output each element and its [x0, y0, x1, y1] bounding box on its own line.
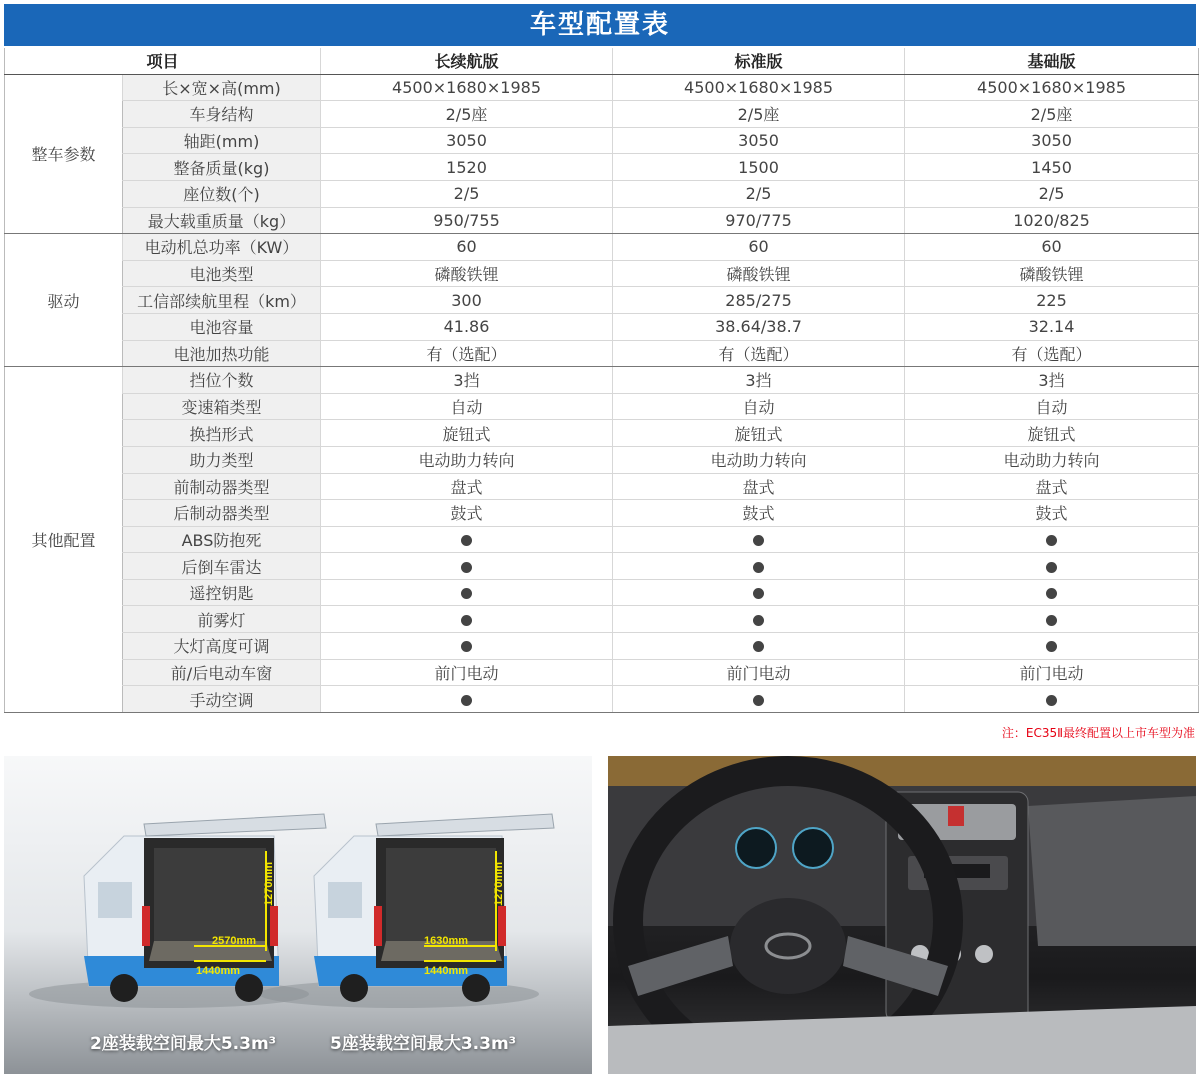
standard-feature-dot-icon	[1046, 535, 1057, 546]
spec-value-cell: 2/5	[905, 180, 1199, 207]
table-row	[5, 393, 1199, 420]
standard-feature-dot-icon	[461, 615, 472, 626]
spec-item-label: 遥控钥匙	[123, 579, 321, 606]
van1-height-label: 1270mm	[263, 861, 275, 906]
table-row	[5, 127, 1199, 154]
interior-photo	[608, 756, 1196, 1074]
spec-item-label: 挡位个数	[123, 367, 321, 394]
spec-value-cell: 旋钮式	[321, 420, 613, 447]
spec-table	[4, 48, 1199, 713]
spec-value-cell: 38.64/38.7	[613, 313, 905, 340]
cargo-van-illustration	[4, 756, 592, 1074]
standard-feature-dot-icon	[1046, 615, 1057, 626]
standard-feature-dot-icon	[1046, 562, 1057, 573]
spec-value-cell: 285/275	[613, 287, 905, 314]
spec-value-cell	[321, 579, 613, 606]
spec-value-cell	[905, 553, 1199, 580]
header-long-range: 长续航版	[321, 48, 613, 74]
spec-value-cell	[321, 686, 613, 713]
hazard-icon	[948, 806, 964, 826]
spec-value-cell	[905, 579, 1199, 606]
table-row	[5, 420, 1199, 447]
spec-item-label: 大灯高度可调	[123, 633, 321, 660]
table-row	[5, 340, 1199, 367]
spec-value-cell: 磷酸铁锂	[905, 260, 1199, 287]
spec-item-label: ABS防抱死	[123, 526, 321, 553]
spec-value-cell: 自动	[905, 393, 1199, 420]
spec-value-cell: 磷酸铁锂	[321, 260, 613, 287]
spec-value-cell: 4500×1680×1985	[905, 74, 1199, 101]
standard-feature-dot-icon	[1046, 641, 1057, 652]
spec-value-cell: 1450	[905, 154, 1199, 181]
spec-item-label: 变速箱类型	[123, 393, 321, 420]
table-row	[5, 287, 1199, 314]
standard-feature-dot-icon	[753, 535, 764, 546]
spec-value-cell	[905, 526, 1199, 553]
spec-value-cell: 盘式	[321, 473, 613, 500]
spec-item-label: 后制动器类型	[123, 500, 321, 527]
spec-value-cell	[905, 633, 1199, 660]
standard-feature-dot-icon	[461, 695, 472, 706]
table-row	[5, 260, 1199, 287]
table-header-row	[5, 48, 1199, 74]
table-row	[5, 659, 1199, 686]
van1-width-label: 1440mm	[196, 965, 241, 977]
spec-value-cell: 旋钮式	[905, 420, 1199, 447]
spec-value-cell	[321, 606, 613, 633]
spec-item-label: 最大载重质量（kg）	[123, 207, 321, 234]
spec-value-cell: 2/5座	[321, 101, 613, 128]
spec-item-label: 手动空调	[123, 686, 321, 713]
table-row	[5, 633, 1199, 660]
spec-value-cell: 60	[613, 234, 905, 261]
group-label: 整车参数	[5, 74, 123, 234]
spec-value-cell: 3050	[905, 127, 1199, 154]
spec-value-cell: 前门电动	[321, 659, 613, 686]
spec-item-label: 轴距(mm)	[123, 127, 321, 154]
spec-value-cell	[905, 686, 1199, 713]
spec-value-cell: 鼓式	[321, 500, 613, 527]
footnote: 注：EC35Ⅱ最终配置以上市车型为准	[1001, 726, 1195, 740]
spec-value-cell: 自动	[321, 393, 613, 420]
spec-item-label: 电池容量	[123, 313, 321, 340]
spec-value-cell	[905, 606, 1199, 633]
standard-feature-dot-icon	[753, 562, 764, 573]
standard-feature-dot-icon	[753, 695, 764, 706]
spec-value-cell: 3挡	[613, 367, 905, 394]
standard-feature-dot-icon	[1046, 588, 1057, 599]
spec-value-cell	[613, 686, 905, 713]
table-row	[5, 207, 1199, 234]
spec-item-label: 整备质量(kg)	[123, 154, 321, 181]
spec-value-cell: 4500×1680×1985	[613, 74, 905, 101]
dashboard-illustration	[608, 756, 1196, 1074]
table-row	[5, 500, 1199, 527]
gauge-icon	[793, 828, 833, 868]
spec-value-cell: 300	[321, 287, 613, 314]
spec-value-cell: 225	[905, 287, 1199, 314]
spec-value-cell: 电动助力转向	[613, 446, 905, 473]
spec-value-cell	[613, 526, 905, 553]
table-row	[5, 74, 1199, 101]
spec-item-label: 电池类型	[123, 260, 321, 287]
spec-value-cell: 4500×1680×1985	[321, 74, 613, 101]
table-row	[5, 446, 1199, 473]
page-title: 车型配置表	[4, 4, 1196, 46]
spec-value-cell: 1520	[321, 154, 613, 181]
spec-item-label: 前雾灯	[123, 606, 321, 633]
spec-item-label: 电动机总功率（KW）	[123, 234, 321, 261]
spec-item-label: 长×宽×高(mm)	[123, 74, 321, 101]
spec-value-cell	[321, 633, 613, 660]
caption-5-seat: 5座装载空间最大3.3m³	[330, 1034, 517, 1054]
spec-value-cell: 鼓式	[905, 500, 1199, 527]
spec-value-cell: 有（选配）	[613, 340, 905, 367]
spec-item-label: 座位数(个)	[123, 180, 321, 207]
spec-value-cell: 3挡	[905, 367, 1199, 394]
table-row	[5, 579, 1199, 606]
cargo-van-photo	[4, 756, 592, 1074]
spec-value-cell: 3050	[321, 127, 613, 154]
van1-length-label: 2570mm	[212, 935, 257, 947]
spec-value-cell: 有（选配）	[321, 340, 613, 367]
spec-item-label: 工信部续航里程（km）	[123, 287, 321, 314]
spec-value-cell: 60	[321, 234, 613, 261]
spec-value-cell: 2/5座	[613, 101, 905, 128]
table-row	[5, 606, 1199, 633]
standard-feature-dot-icon	[753, 588, 764, 599]
spec-value-cell	[613, 633, 905, 660]
spec-value-cell: 1500	[613, 154, 905, 181]
standard-feature-dot-icon	[753, 615, 764, 626]
standard-feature-dot-icon	[461, 588, 472, 599]
table-row	[5, 526, 1199, 553]
spec-value-cell: 950/755	[321, 207, 613, 234]
table-row	[5, 553, 1199, 580]
table-row	[5, 101, 1199, 128]
spec-value-cell: 32.14	[905, 313, 1199, 340]
spec-value-cell: 盘式	[613, 473, 905, 500]
spec-value-cell: 旋钮式	[613, 420, 905, 447]
standard-feature-dot-icon	[461, 535, 472, 546]
van2-width-label: 1440mm	[424, 965, 469, 977]
table-row	[5, 367, 1199, 394]
spec-value-cell: 盘式	[905, 473, 1199, 500]
spec-item-label: 前/后电动车窗	[123, 659, 321, 686]
spec-value-cell: 前门电动	[905, 659, 1199, 686]
van2-length-label: 1630mm	[424, 935, 469, 947]
standard-feature-dot-icon	[461, 562, 472, 573]
table-row	[5, 154, 1199, 181]
table-row	[5, 686, 1199, 713]
table-row	[5, 234, 1199, 261]
spec-value-cell	[321, 526, 613, 553]
spec-value-cell: 2/5座	[905, 101, 1199, 128]
spec-item-label: 换挡形式	[123, 420, 321, 447]
spec-item-label: 助力类型	[123, 446, 321, 473]
spec-item-label: 前制动器类型	[123, 473, 321, 500]
spec-value-cell: 鼓式	[613, 500, 905, 527]
speedometer-icon	[736, 828, 776, 868]
caption-2-seat: 2座装载空间最大5.3m³	[90, 1034, 277, 1054]
standard-feature-dot-icon	[461, 641, 472, 652]
spec-value-cell: 3挡	[321, 367, 613, 394]
spec-value-cell: 3050	[613, 127, 905, 154]
header-basic: 基础版	[905, 48, 1199, 74]
spec-value-cell: 有（选配）	[905, 340, 1199, 367]
table-row	[5, 180, 1199, 207]
spec-value-cell: 自动	[613, 393, 905, 420]
spec-value-cell: 前门电动	[613, 659, 905, 686]
group-label: 驱动	[5, 234, 123, 367]
spec-value-cell: 2/5	[321, 180, 613, 207]
header-item: 项目	[5, 48, 321, 74]
spec-item-label: 电池加热功能	[123, 340, 321, 367]
spec-item-label: 后倒车雷达	[123, 553, 321, 580]
spec-value-cell	[613, 553, 905, 580]
standard-feature-dot-icon	[753, 641, 764, 652]
spec-value-cell: 磷酸铁锂	[613, 260, 905, 287]
standard-feature-dot-icon	[1046, 695, 1057, 706]
spec-value-cell: 60	[905, 234, 1199, 261]
spec-value-cell	[613, 606, 905, 633]
spec-value-cell: 电动助力转向	[905, 446, 1199, 473]
spec-value-cell: 1020/825	[905, 207, 1199, 234]
spec-value-cell	[613, 579, 905, 606]
table-row	[5, 313, 1199, 340]
table-row	[5, 473, 1199, 500]
spec-value-cell: 41.86	[321, 313, 613, 340]
group-label: 其他配置	[5, 367, 123, 713]
van2-height-label: 1270mm	[493, 861, 505, 906]
spec-value-cell: 970/775	[613, 207, 905, 234]
spec-item-label: 车身结构	[123, 101, 321, 128]
spec-value-cell: 2/5	[613, 180, 905, 207]
header-standard: 标准版	[613, 48, 905, 74]
spec-value-cell	[321, 553, 613, 580]
spec-value-cell: 电动助力转向	[321, 446, 613, 473]
